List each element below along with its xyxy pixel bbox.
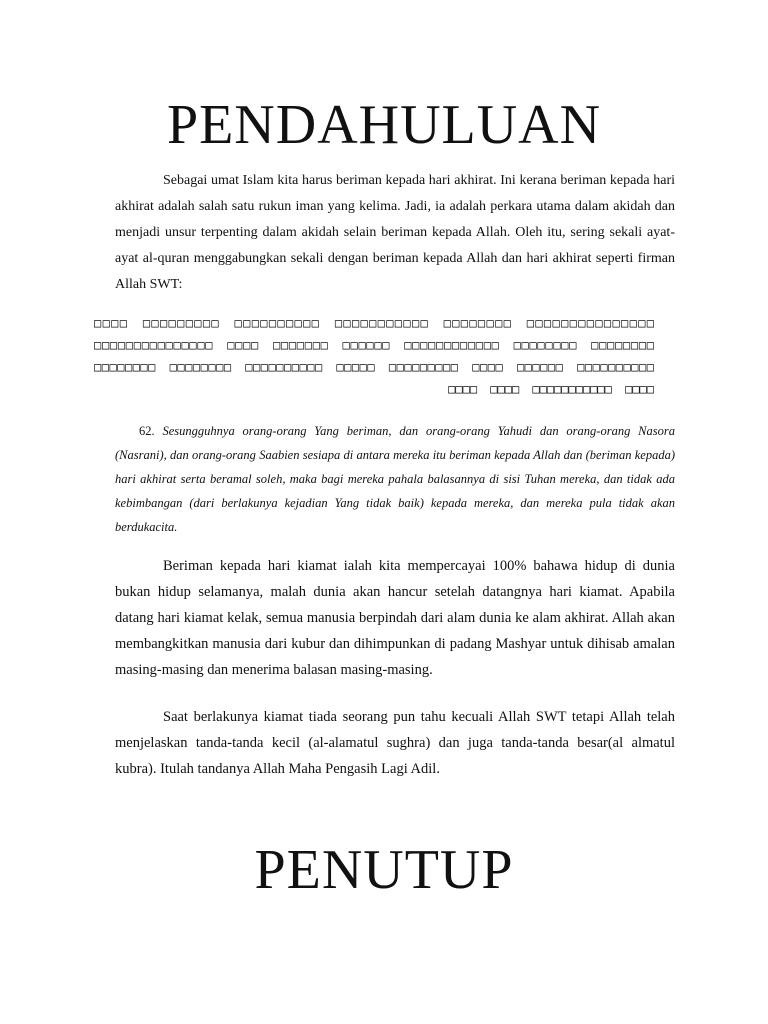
verse-number: 62. <box>139 424 155 438</box>
arabic-verse: □□□□ □□□□□□□□□ □□□□□□□□□□ □□□□□□□□□□□ □□□□□□□□ □□□□□□□□□□□□□□□ □□□□□□□□□□□□□□□ □□□□ □□□□□□□ □□□□□□ □□□□□□□□□□□□ □□□□□□□□ □□□□□□□□ □□□□□□□□ □□□□□□□□ □□□□□□□□□□ □□□□□ □□□□□□□□□ □□□□ □□□□□□ □□□□□□□□□□ □□□□ □□□□ □□□□□□□□□□□ □□□□ <box>94 316 654 396</box>
body-paragraph-2 <box>115 553 675 683</box>
intro-paragraph <box>115 168 675 298</box>
body-paragraph-3 <box>115 704 675 782</box>
verse-translation-text: Sesungguhnya orang-orang Yang beriman, dan orang-orang Yahudi dan orang-orang Nasora (Nasrani), dan orang-orang Saabien sesiapa di antara mereka itu beriman kepada Allah dan (beriman kepada) hari akhirat serta beramal soleh, maka bagi mereka pahala balasannya di sisi Tuhan mereka, dan tidak ada kebimbangan (dari berlakunya kejadian Yang tidak baik) kepada mereka, dan mereka pula tidak akan berdukacita. <box>115 424 675 534</box>
verse-translation <box>115 419 675 539</box>
page-title: PENDAHULUAN <box>166 94 602 156</box>
body-paragraph-2-text: Beriman kepada hari kiamat ialah kita mempercayai 100% bahawa hidup di dunia bukan hidup selamanya, malah dunia akan hancur setelah datangnya hari kiamat. Apabila datang hari kiamat kelak, semua manusia berpindah dari alam dunia ke alam akhirat. Allah akan membangkitkan manusia dari kubur dan dihimpunkan di padang Mashyar untuk dihisab amalan masing-masing dan menerima balasan masing-masing. <box>115 558 675 678</box>
section-title-penutup: PENUTUP <box>254 839 514 901</box>
intro-paragraph-text: Sebagai umat Islam kita harus beriman kepada hari akhirat. Ini kerana beriman kepada hari akhirat adalah salah satu rukun iman yang kelima. Jadi, ia adalah perkara utama dalam akidah dan menjadi unsur terpenting dalam akidah selain beriman kepada Allah. Oleh itu, sering sekali ayat-ayat al-quran menggabungkan sekali dengan beriman kepada Allah dan hari akhirat seperti firman Allah SWT: <box>115 173 675 292</box>
body-paragraph-3-text: Saat berlakunya kiamat tiada seorang pun tahu kecuali Allah SWT tetapi Allah telah menjelaskan tanda-tanda kecil (al-alamatul sughra) dan juga tanda-tanda besar(al almatul kubra). Itulah tandanya Allah Maha Pengasih Lagi Adil. <box>115 709 675 777</box>
